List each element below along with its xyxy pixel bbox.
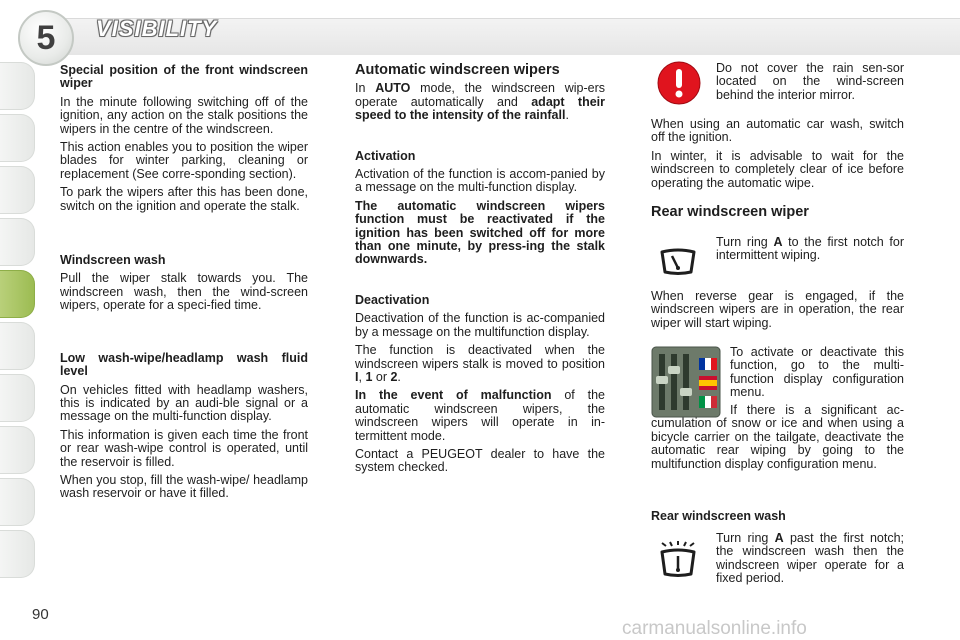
chapter-tab (0, 114, 35, 162)
rear-wiper-text (716, 236, 904, 268)
section-title: Low wash-wipe/headlamp wash fluid level (60, 350, 308, 379)
snow-ice-text (651, 404, 904, 476)
chapter-tab (0, 374, 35, 422)
paragraph-bold: The automatic windscreen wipers function must be reactivated if the ignition has been switched off for more than one minute, by press-ing the stalk downwards. (355, 198, 605, 267)
paragraph: Do not cover the rain sen-sor located on the wind-screen behind the interior mirror. (716, 61, 904, 102)
paragraph: On vehicles fitted with headlamp washers, this is indicated by an audi-ble signal or a message on the multi-function display. (60, 382, 308, 424)
warning-icon (656, 60, 702, 111)
rear-wiper-section (651, 206, 904, 224)
chapter-tab (0, 530, 35, 578)
section-title: Activation (355, 148, 416, 163)
column-middle (355, 64, 605, 480)
reverse-gear-text (651, 290, 904, 335)
paragraph: Turn ring A past the first notch; the windscreen wash then the windscreen wiper operate for a fixed period. (716, 531, 904, 586)
page-number: 90 (32, 606, 49, 623)
paragraph: Contact a PEUGEOT dealer to have the system checked. (355, 446, 605, 475)
paragraph: When you stop, fill the wash-wipe/ headlamp wash reservoir or have it filled. (60, 472, 308, 501)
paragraph: The function is deactivated when the windscreen wipers stalk is moved to position I, 1 or 2. (355, 343, 605, 384)
watermark: carmanualsonline.info (622, 618, 807, 639)
paragraph: To park the wipers after this has been done, switch on the ignition and operate the stalk. (60, 185, 308, 213)
chapter-tab (0, 322, 35, 370)
chapter-tab (0, 166, 35, 214)
paragraph: Activation of the function is accom-panied by a message on the multi-function display. (355, 167, 605, 195)
warning-text (716, 62, 904, 107)
chapter-tab (0, 218, 35, 266)
page-title: VISIBILITY (96, 16, 218, 41)
paragraph: When using an automatic car wash, switch off the ignition. (651, 117, 904, 145)
paragraph: Turn ring A to the first notch for intermittent wiping. (716, 235, 905, 263)
paragraph: When reverse gear is engaged, if the windscreen wipers are in operation, the rear wiper will start wiping. (651, 289, 904, 330)
rear-wash-icon (658, 540, 698, 585)
section-title: Rear windscreen wash (651, 509, 786, 523)
chapter-tab (0, 426, 35, 474)
column-right (651, 118, 904, 195)
section-title: Special position of the front windscreen wiper (60, 63, 308, 91)
paragraph: This action enables you to position the wiper blades for winter parking, cleaning or replacement (See corre-sponding section). (60, 140, 308, 181)
chapter-tabs (0, 62, 44, 582)
paragraph: In the minute following switching off of the ignition, any action on the stalk positions the wipers in the centre of the windscreen. (60, 94, 308, 136)
section-title: Rear windscreen wiper (651, 204, 809, 220)
chapter-tab-active (0, 270, 35, 318)
page-header (0, 0, 960, 60)
paragraph: Deactivation of the function is ac-companied by a message on the multifunction display. (355, 311, 605, 339)
paragraph: Pull the wiper stalk towards you. The windscreen wash, then the wind-screen wipers, operate for a speci-fied time. (60, 271, 308, 313)
paragraph: In AUTO mode, the windscreen wip-ers operate automatically and adapt their speed to the intensity of the rainfall. (355, 81, 605, 123)
paragraph: To activate or deactivate this function, go to the multi-function display configuration menu. (730, 345, 904, 400)
paragraph: This information is given each time the front or rear wash-wipe control is operated, until the reservoir is filled. (60, 427, 308, 469)
chapter-tab (0, 62, 35, 110)
rear-wiper-icon (658, 246, 698, 283)
config-menu-text (730, 346, 904, 405)
chapter-number: 5 (18, 10, 74, 66)
paragraph: In the event of malfunction of the automatic windscreen wipers, the windscreen wipers will operate in in-termittent mode. (355, 388, 605, 443)
section-title: Deactivation (355, 292, 430, 307)
column-left (60, 64, 308, 506)
chapter-tab (0, 478, 35, 526)
rear-wash-text (716, 532, 904, 591)
paragraph: In winter, it is advisable to wait for the windscreen to completely clear of ice before operating the automatic wipe. (651, 148, 904, 190)
section-title: Automatic windscreen wipers (355, 62, 560, 78)
section-title: Windscreen wash (60, 253, 166, 268)
rear-wash-section (651, 510, 904, 528)
paragraph: If there is a significant ac-cumulation of snow or ice and when using a bicycle carrier on the tailgate, deactivate the automatic rear wiping by going to the multifunction display configuration menu. (651, 403, 904, 471)
